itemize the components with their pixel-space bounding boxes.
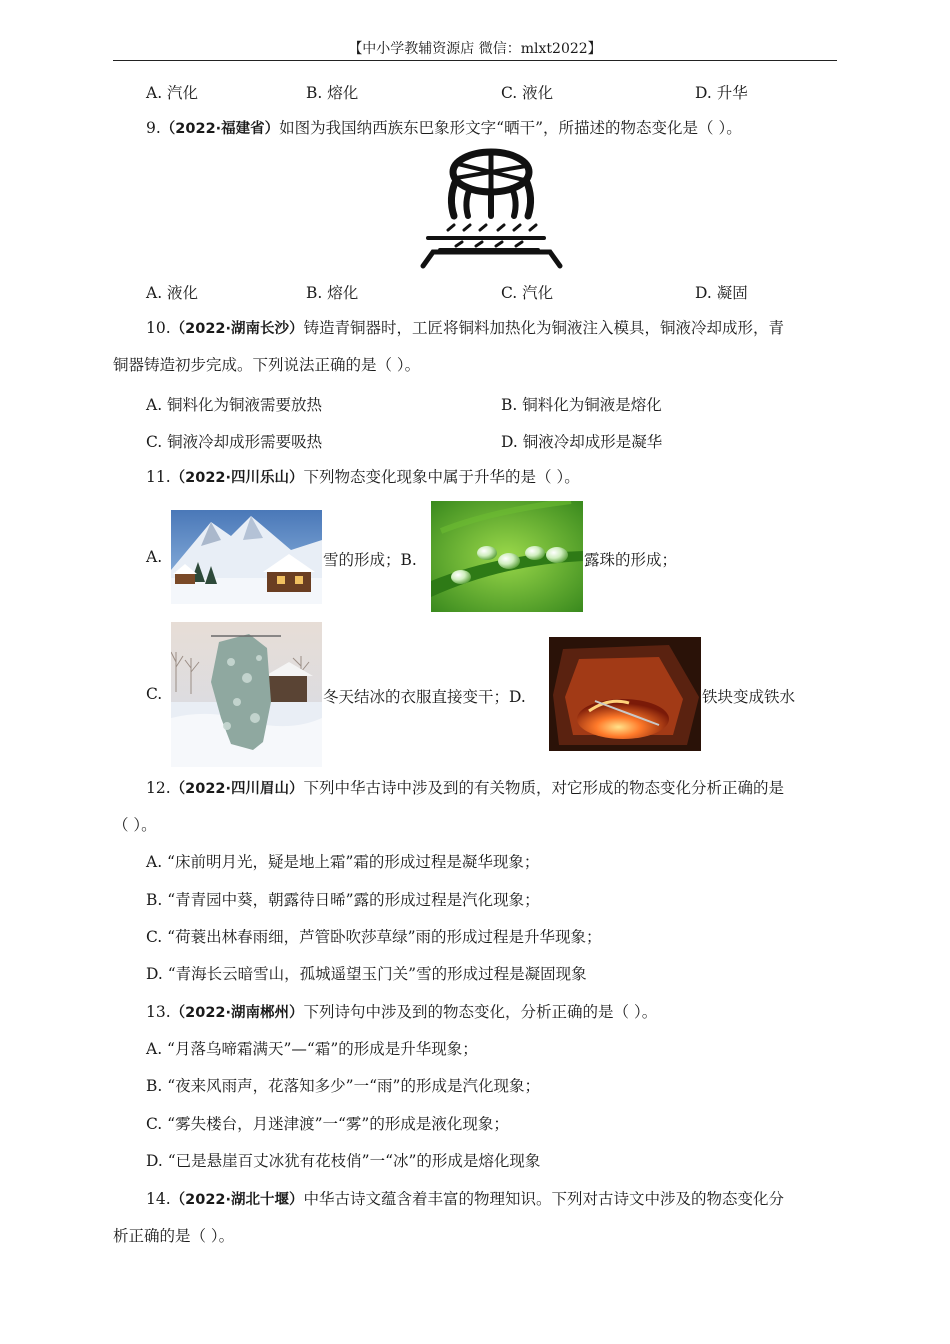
q13-option-a: A. “月落乌啼霜满天”—“霜”的形成是升华现象；	[146, 1040, 478, 1058]
q11-option-c-text: 冬天结冰的衣服直接变干；D.	[323, 688, 526, 706]
q12-text-line2: （ ）。	[113, 816, 157, 834]
q9-option-d: D. 凝固	[695, 284, 748, 302]
q14-number: 14.	[146, 1190, 171, 1208]
q10-option-a: A. 铜料化为铜液需要放热	[146, 396, 323, 414]
q11-text: 下列物态变化现象中属于升华的是（ ）。	[303, 468, 580, 486]
q9-option-a: A. 液化	[146, 284, 199, 302]
q13-text: 下列诗句中涉及到的物态变化，分析正确的是（ ）。	[303, 1003, 658, 1021]
dew-drops-image	[431, 501, 583, 612]
q13-source-tag: （2022·湖南郴州）	[170, 1005, 304, 1021]
q13-stem	[146, 1002, 657, 1023]
q10-text-line1: 铸造青铜器时，工匠将铜料加热化为铜液注入模具，铜液冷却成形，青	[303, 319, 785, 337]
dongba-glyph-image	[418, 146, 564, 270]
q13-option-d: D. “已是悬崖百丈冰犹有花枝俏”一“冰”的形成是熔化现象	[146, 1152, 541, 1170]
q9-number: 9.	[146, 119, 161, 137]
q12-stem	[146, 778, 784, 799]
molten-iron-image	[549, 637, 701, 751]
frozen-clothes-image	[171, 622, 322, 767]
header-rule	[113, 60, 837, 61]
q8-option-d: D. 升华	[695, 84, 748, 102]
q8-option-c: C. 液化	[501, 84, 554, 102]
q12-option-d: D. “青海长云暗雪山，孤城遥望玉门关”雪的形成过程是凝固现象	[146, 965, 587, 983]
q13-number: 13.	[146, 1003, 171, 1021]
q11-source-tag: （2022·四川乐山）	[170, 470, 304, 486]
q10-option-c: C. 铜液冷却成形需要吸热	[146, 433, 323, 451]
q11-number: 11.	[146, 468, 171, 486]
q10-number: 10.	[146, 319, 171, 337]
q10-source-tag: （2022·湖南长沙）	[170, 321, 304, 337]
q9-stem	[146, 118, 742, 139]
q12-source-tag: （2022·四川眉山）	[170, 781, 304, 797]
q10-text-line2: 铜器铸造初步完成。下列说法正确的是（ ）。	[113, 356, 421, 374]
q14-text-line2: 析正确的是（ ）。	[113, 1227, 235, 1245]
q11-option-d-text: 铁块变成铁水	[702, 688, 796, 706]
q8-option-b: B. 熔化	[306, 84, 359, 102]
q12-option-a: A. “床前明月光，疑是地上霜”霜的形成过程是凝华现象；	[146, 853, 540, 871]
q10-option-b: B. 铜料化为铜液是熔化	[501, 396, 662, 414]
q9-option-c: C. 汽化	[501, 284, 554, 302]
q10-option-d: D. 铜液冷却成形是凝华	[501, 433, 663, 451]
q13-option-b: B. “夜来风雨声，花落知多少”一“雨”的形成是汽化现象；	[146, 1077, 540, 1095]
q11-option-b-text: 露珠的形成；	[584, 551, 678, 569]
q12-number: 12.	[146, 779, 171, 797]
q14-source-tag: （2022·湖北十堰）	[170, 1192, 304, 1208]
q14-stem	[146, 1189, 784, 1210]
q12-option-c: C. “荷蓑出林春雨细，芦管卧吹莎草绿”雨的形成过程是升华现象；	[146, 928, 602, 946]
q11-stem	[146, 467, 580, 488]
q8-option-a: A. 汽化	[146, 84, 199, 102]
q14-text-line1: 中华古诗文蕴含着丰富的物理知识。下列对古诗文中涉及的物态变化分	[303, 1190, 785, 1208]
q12-text-line1: 下列中华古诗中涉及到的有关物质，对它形成的物态变化分析正确的是	[303, 779, 785, 797]
q9-text: 如图为我国纳西族东巴象形文字“晒干”，所描述的物态变化是（ ）。	[279, 119, 742, 137]
q9-source-tag: （2022·福建省）	[160, 121, 280, 137]
q12-option-b: B. “青青园中葵，朝露待日晞”露的形成过程是汽化现象；	[146, 891, 540, 909]
q11-option-a-text: 雪的形成；B.	[323, 551, 417, 569]
q11-option-c-label: C.	[146, 685, 163, 703]
q9-option-b: B. 熔化	[306, 284, 359, 302]
page-header: 【中小学教辅资源店 微信：mlxt2022】	[348, 41, 602, 57]
snow-mountain-image	[171, 510, 322, 604]
q11-option-a-label: A.	[146, 548, 163, 566]
q13-option-c: C. “雾失楼台，月迷津渡”一“雾”的形成是液化现象；	[146, 1115, 509, 1133]
q10-stem	[146, 318, 784, 339]
